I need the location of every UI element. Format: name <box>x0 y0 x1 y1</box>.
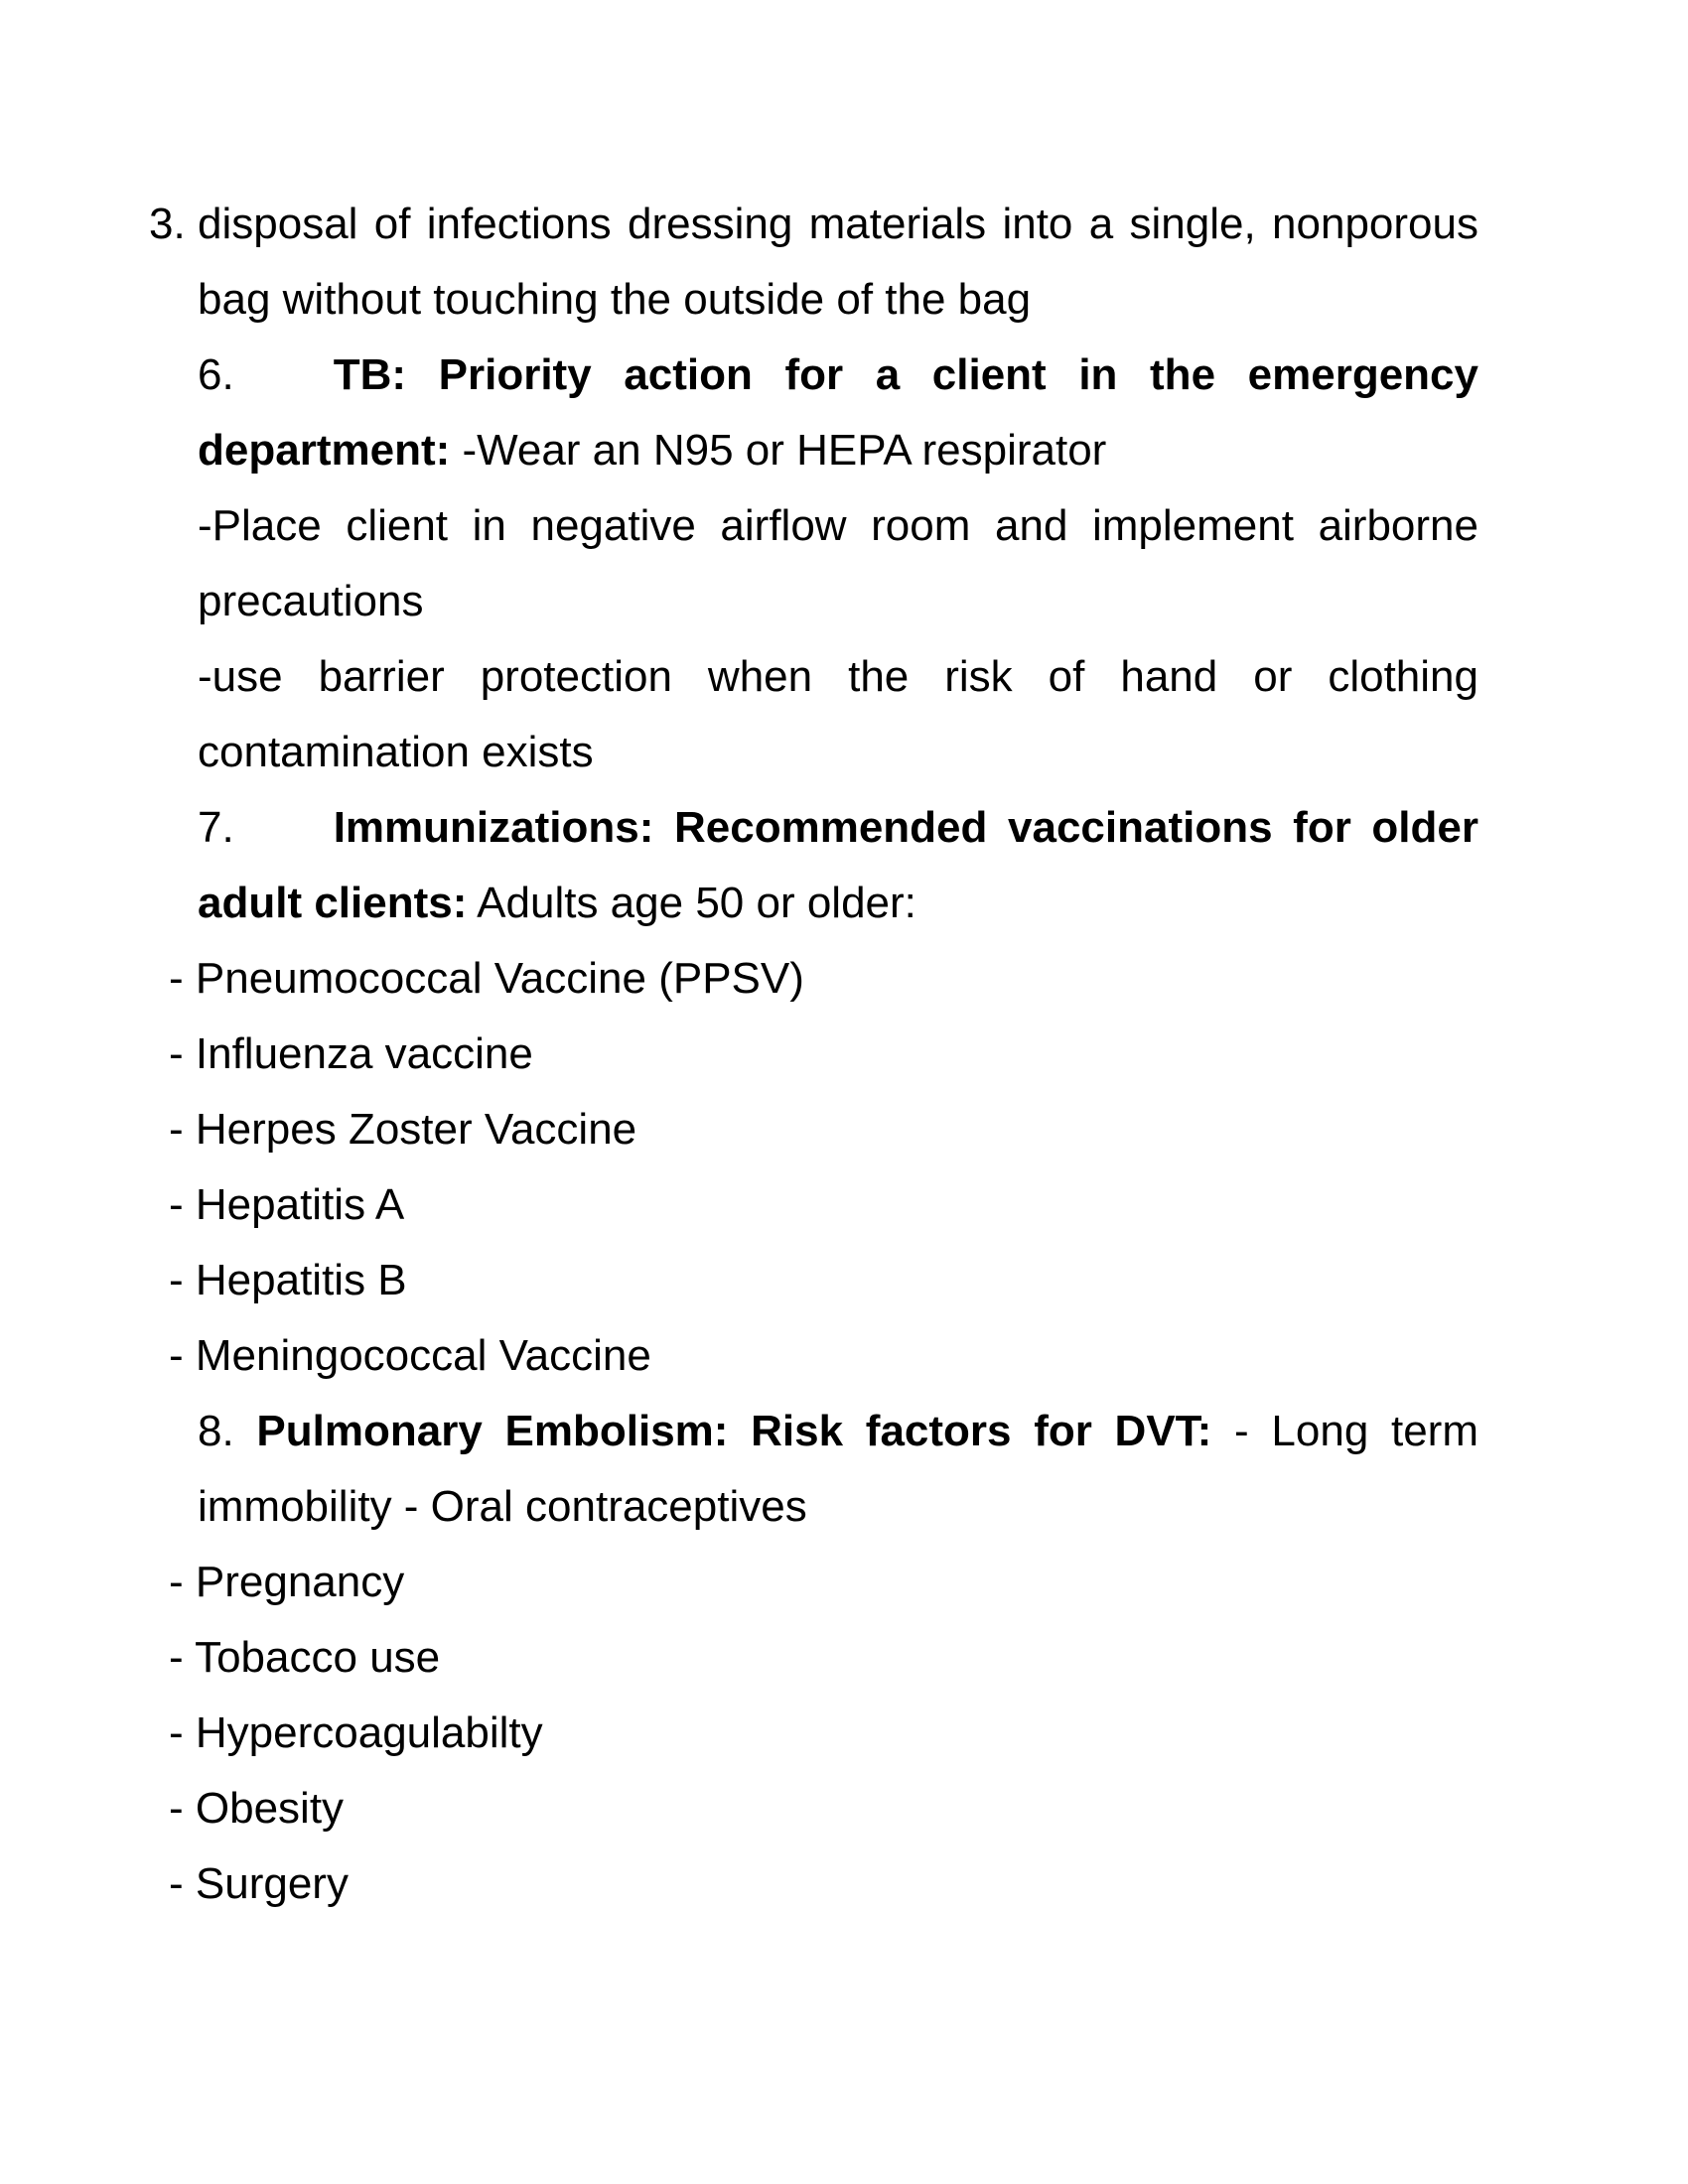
list-item: - Influenza vaccine <box>169 1029 533 1078</box>
item6-line2 <box>198 413 1478 488</box>
item6-line4: precautions <box>198 577 424 625</box>
list-item: - Surgery <box>169 1859 349 1908</box>
item3-line1 <box>198 187 1478 262</box>
item6-line5 <box>198 639 1478 715</box>
item7-heading-line2: adult clients: <box>198 879 468 927</box>
item6-line3-text: -Place client in negative airflow room and implement airborne <box>198 501 1478 550</box>
item8-text-line1: - Long term <box>1211 1407 1478 1455</box>
item8-heading-text: Pulmonary Embolism: Risk factors for DVT: <box>256 1407 1212 1455</box>
item8-number: 8. <box>198 1407 234 1455</box>
item7-heading-line1 <box>198 790 1478 866</box>
list-item: - Hepatitis A <box>169 1180 405 1229</box>
item6-text-line2: -Wear an N95 or HEPA respirator <box>450 426 1107 475</box>
list-item: - Herpes Zoster Vaccine <box>169 1105 637 1154</box>
list-item: - Tobacco use <box>169 1633 441 1682</box>
list-item: - Meningococcal Vaccine <box>169 1331 651 1380</box>
item7-line2 <box>198 866 1478 941</box>
list-item: - Pneumococcal Vaccine (PPSV) <box>169 954 804 1003</box>
list-item: - Obesity <box>169 1784 345 1833</box>
item7-heading-text: Immunizations: Recommended vaccinations for older <box>333 803 1478 852</box>
list-item: - Hepatitis B <box>169 1256 407 1304</box>
item6-line5-text: -use barrier protection when the risk of hand or clothing <box>198 652 1478 701</box>
list-item: - Hypercoagulabilty <box>169 1708 543 1757</box>
item7-number: 7. <box>198 803 234 852</box>
list-item: - Pregnancy <box>169 1558 405 1606</box>
item6-number: 6. <box>198 350 234 399</box>
item3-line2: bag without touching the outside of the bag <box>198 275 1032 324</box>
item6-line6: contamination exists <box>198 728 594 776</box>
item7-text-line2: Adults age 50 or older: <box>467 879 916 927</box>
item6-heading-line2: department: <box>198 426 451 475</box>
item8-heading-line1 <box>198 1394 1478 1469</box>
item6-line3 <box>198 488 1478 564</box>
item6-heading-line1 <box>198 338 1478 413</box>
item6-heading-text: TB: Priority action for a client in the emergency <box>333 350 1478 399</box>
item3-number: 3. <box>149 200 186 248</box>
item3-line1-text: disposal of infections dressing materials into a single, nonporous <box>198 200 1478 248</box>
item8-line2: immobility - Oral contraceptives <box>198 1482 807 1531</box>
